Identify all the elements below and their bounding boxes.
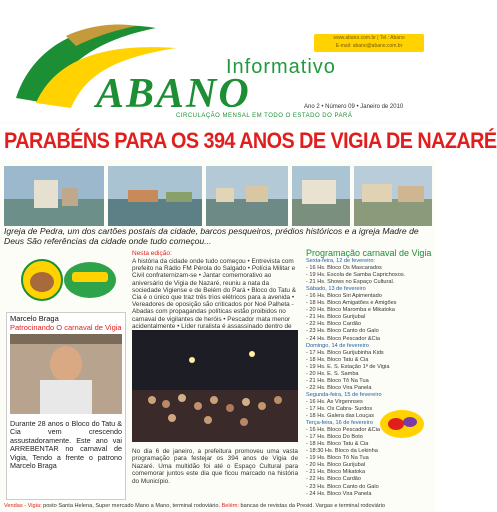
schedule-item: - 22 Hs. Bloco Cardão bbox=[306, 321, 362, 328]
footer-vendas-label: Vendas - Vigia: bbox=[4, 503, 42, 509]
schedule-item: - 22 Hs. Bloco Cardão bbox=[306, 476, 362, 483]
tagline: CIRCULAÇÃO MENSAL EM TODO O ESTADO DO PARÁ bbox=[176, 113, 353, 119]
main-headline: PARABÉNS PARA OS 394 ANOS DE VIGIA DE NAZARÉ bbox=[4, 128, 497, 153]
patron-text: Durante 28 anos o Bloco do Tatu & Cia vem crescendo assustadoramente. Este ano vai ARREBENTAR no carnaval de Vigia, Tendo a frente o patrono Marcelo Braga bbox=[10, 419, 122, 471]
schedule-item: - 20 Hs. Bloco Maromba e Mikatoka bbox=[306, 307, 395, 314]
photo-boats bbox=[108, 166, 202, 226]
patron-role: Patrocinando O carnaval de Vigia bbox=[10, 323, 122, 332]
schedule-day: Sábado, 13 de fevereiro bbox=[306, 286, 366, 293]
carnival-schedule-list bbox=[306, 258, 432, 498]
schedule-item: - 23 Hs. Bloco Canto do Galo bbox=[306, 483, 379, 490]
patron-name: Marcelo Braga bbox=[10, 314, 59, 323]
schedule-item: - 16 Hs. Bloco Os Mascarados bbox=[306, 265, 382, 272]
edition-summary: A história da cidade onde tudo começou • Entrevista com prefeito na Rádio FM Pérola do Salgado • Polícia Militar e Civil confraternizam-se • Jantar comemorativo ao aniversário de Vigia de Nazaré, reuniu a nata da sociedade Vigiense e de Belém do Pará • Bloco do Tatu & Cia é o único que traz três trios elétricos para a avenida • Vereadores de oposição são criticados por Noé Palheta - Abadas com propagandas políticas estão proibidos no carnaval de vigilantes de heróis • Pescador mata menor acidentalmente • Líder ruralista é assassinado dentro de bbox=[132, 258, 297, 330]
patron-photo bbox=[10, 334, 122, 414]
issue-info: Ano 2 • Número 09 • Janeiro de 2010 bbox=[304, 104, 404, 110]
contact-box bbox=[314, 34, 424, 52]
schedule-item: - 16 Hs. Bloco Pescador &Cia bbox=[306, 427, 380, 434]
schedule-item: - 23 Hs. Bloco Canto do Galo bbox=[306, 328, 379, 335]
schedule-item: - 20 Hs. Bloco Gurijubal bbox=[306, 462, 366, 469]
schedule-item: - 22 Hs. Bloco Vira Panela bbox=[306, 384, 372, 391]
photo-church bbox=[4, 166, 104, 226]
anniversary-text: No dia 6 de janeiro, a prefeitura promoveu uma vasta programação para festejar os 394 anos de Vigia de Nazaré. Uma multidão foi até o Espaço Cultural para comemorar juntos este dia que ficou marcado na história do Município. bbox=[132, 448, 298, 485]
schedule-item: - 24 Hs. Bloco Vira Panela bbox=[306, 490, 372, 497]
informativo-title: Informativo bbox=[226, 56, 336, 78]
photo-caption: Igreja de Pedra, um dos cartões postais da cidade, barcos pesqueiros, prédios históricos e a igreja Madre de Deus São referências da cidade onde tudo começou... bbox=[4, 226, 419, 246]
schedule-item: - 20 Hs. E. S. Samba bbox=[306, 370, 359, 377]
masthead bbox=[0, 0, 435, 122]
schedule-item: - 24 Hs. Bloco Pescador &Cia bbox=[306, 335, 380, 342]
photo-buildings bbox=[292, 166, 350, 226]
schedule-item: - 17 Hs. Bloco Gurijubinha Kids bbox=[306, 349, 384, 356]
contact-line-1: www.abano.com.br | Tel.: Abano bbox=[333, 35, 405, 41]
schedule-item: - 19 Hs. Bloco Tô Na Tua bbox=[306, 455, 369, 462]
sales-footer bbox=[4, 503, 432, 509]
crowd-photo bbox=[132, 330, 298, 442]
schedule-item: - 16 Hs. Bloco Siri Apimentado bbox=[306, 293, 382, 300]
schedule-item: - 18 Hs. Galera das Louças bbox=[306, 413, 375, 420]
abano-title: ABANO bbox=[96, 71, 251, 117]
edition-label: Nesta edição: bbox=[132, 250, 172, 257]
schedule-item: - 16 Hs. As Virgennses bbox=[306, 398, 363, 405]
schedule-day: Terça-feira, 16 de fevereiro bbox=[306, 420, 373, 427]
schedule-day: Segunda-feira, 15 de fevereiro bbox=[306, 391, 382, 398]
schedule-item: - 21 Hs. Bloco Tô Na Tua bbox=[306, 377, 369, 384]
footer-belem-text: bancas de revistas da Presid. Vargas e terminal rodoviário bbox=[238, 503, 386, 509]
schedule-item: - 18 Hs. Bloco Tatu & Cia bbox=[306, 441, 369, 448]
schedule-item: - 21 Hs. Bloco Gurijubal bbox=[306, 314, 366, 321]
schedule-item: - 18 Hs. Bloco Tatu & Cia bbox=[306, 356, 369, 363]
schedule-item: - 17 Hs. Os Cabra- Surdos bbox=[306, 405, 373, 412]
footer-belem-label: Belém: bbox=[221, 503, 239, 509]
schedule-item: - 17 Hs. Bloco Do Boto bbox=[306, 434, 363, 441]
schedule-item: - 19 Hs. E. S. Estação 1ª de Vigia bbox=[306, 363, 390, 370]
schedule-day: Domingo, 14 de fevereiro bbox=[306, 342, 369, 349]
schedule-item: - 21 Hs. Shows no Espaço Cultural. bbox=[306, 279, 395, 286]
carnival-schedule-title: Programação carnaval de Vigia bbox=[306, 248, 432, 258]
schedule-item: - 21 Hs. Bloco Mikatoka bbox=[306, 469, 366, 476]
carnival-mascot-logos bbox=[20, 258, 124, 302]
carnival-badge bbox=[378, 408, 426, 440]
photo-harbor bbox=[206, 166, 288, 226]
schedule-day: Sexta-feira, 12 de fevereiro: bbox=[306, 258, 376, 264]
schedule-item: - 18 Hs. Bloco Amigatões e Amigões bbox=[306, 300, 397, 307]
contact-line-2: E-mail: abano@abano.com.br bbox=[335, 43, 403, 49]
schedule-item: - 18:30 Hs. Bloco da Lekinha bbox=[306, 448, 378, 455]
photo-street bbox=[354, 166, 432, 226]
schedule-item: - 19 Hs. Escola de Samba Caprichosos. bbox=[306, 272, 406, 279]
footer-vendas-text: posto Santa Helena, Super mercado Mano a Mano, terminal rodoviário. bbox=[41, 503, 222, 509]
